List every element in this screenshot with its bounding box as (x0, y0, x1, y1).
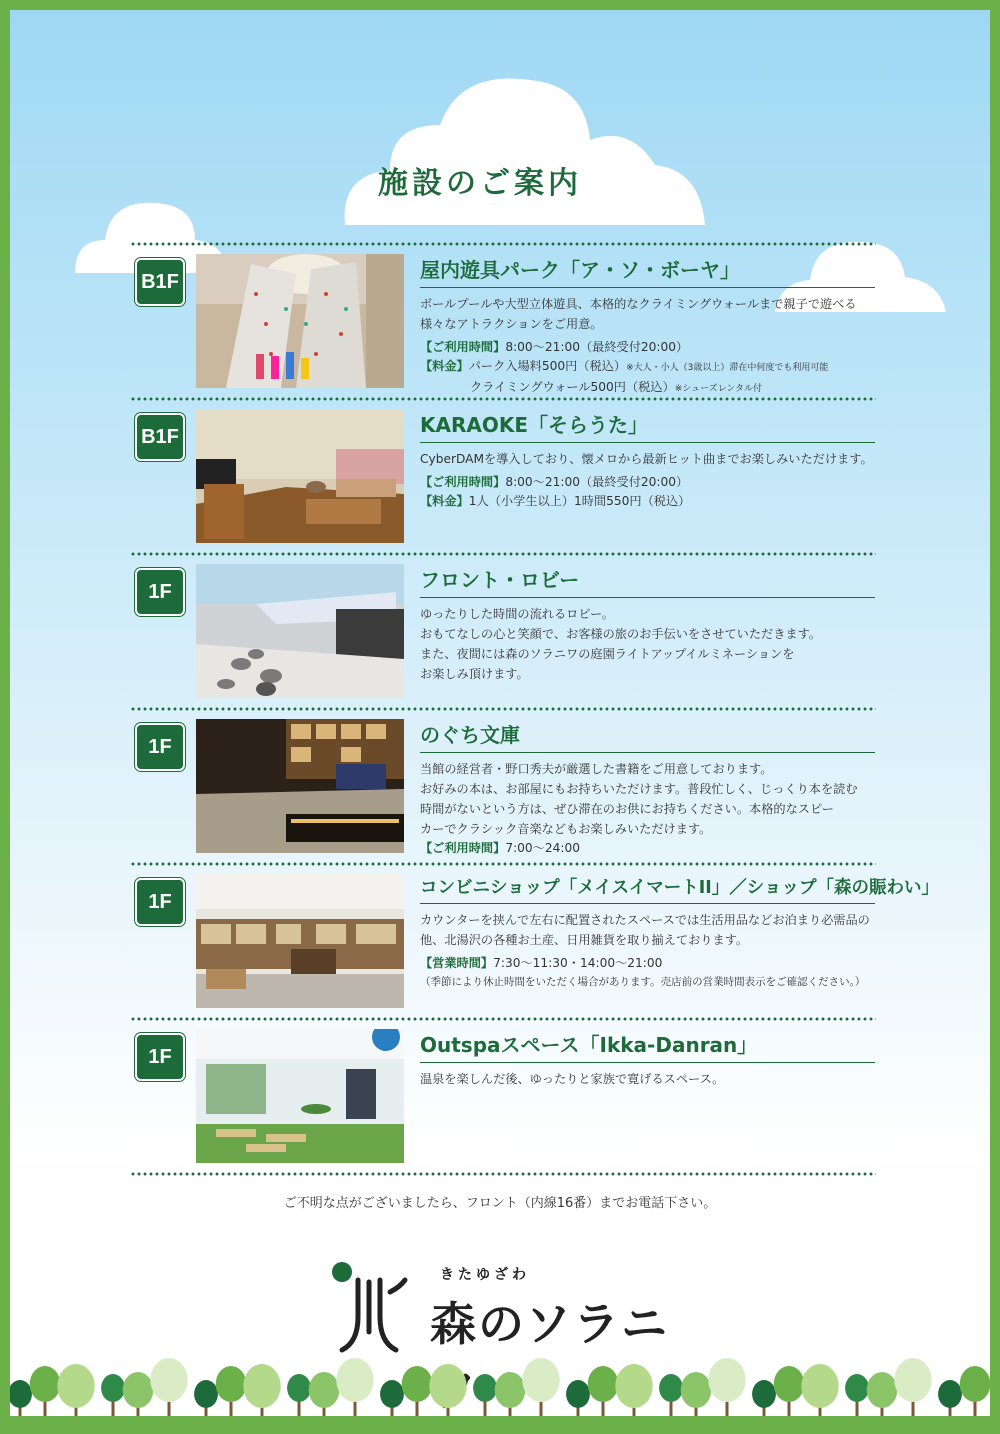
desc-line: お好みの本は、お部屋にもお持ちいただけます。普段忙しく、じっくり本を読む (420, 782, 858, 796)
tree-icon (150, 1358, 187, 1402)
tree-icon (216, 1366, 247, 1402)
hours-value: 7:00～24:00 (505, 841, 580, 855)
tree-icon (243, 1364, 280, 1408)
tree-icon (801, 1364, 838, 1408)
tree-icon (522, 1358, 559, 1402)
karaoke-room-photo (196, 409, 404, 543)
tree-icon (894, 1358, 931, 1402)
facility-section (130, 1021, 876, 1172)
hours-value: 8:00～21:00（最終受付20:00） (505, 340, 689, 354)
tree-icon (845, 1374, 869, 1402)
section-description (420, 604, 875, 684)
tree-icon (57, 1364, 94, 1408)
tree-icon (287, 1374, 311, 1402)
hours-value: 7:30～11:30・14:00～21:00 (493, 956, 663, 970)
page-title: 施設のご案内 (378, 166, 582, 201)
price-note: ※大人・小人（3歳以上）滞在中何度でも利用可能 (626, 363, 829, 373)
floor-badge: B1F (135, 413, 185, 461)
desc-line: 時間がないという方は、ぜひ滞在のお供にお持ちください。本格的なスピー (420, 802, 834, 816)
floor-badge: 1F (135, 878, 185, 926)
section-title: フロント・ロビー (420, 564, 875, 598)
desc-line: お楽しみ頂けます。 (420, 667, 529, 681)
tree-icon (123, 1372, 154, 1408)
hours-label: 【ご利用時間】 (420, 340, 506, 354)
facility-section (130, 401, 876, 552)
price-value: パーク入場料500円（税込） (468, 359, 627, 373)
divider (130, 1172, 876, 1176)
section-title: のぐち文庫 (420, 719, 875, 753)
facility-list (130, 242, 939, 1176)
tree-icon (867, 1372, 898, 1408)
facility-section (130, 711, 876, 862)
tree-icon (495, 1372, 526, 1408)
hours-note: （季節により休止時間をいただく場合があります。売店前の営業時間表示をご確認ください。） (420, 976, 866, 988)
logo-kana: きたゆざわ (440, 1267, 530, 1283)
price-label: 【料金】 (420, 494, 469, 508)
lounge-photo (196, 1029, 404, 1163)
price-label: 【料金】 (420, 359, 469, 373)
tree-icon (380, 1380, 404, 1408)
tree-icon (708, 1358, 745, 1402)
desc-line: カーでクラシック音楽などもお楽しみいただけます。 (420, 822, 712, 836)
hours-value: 8:00～21:00（最終受付20:00） (505, 475, 689, 489)
tree-icon (429, 1364, 466, 1408)
facility-section (130, 556, 876, 707)
floor-badge: 1F (135, 1033, 185, 1081)
section-title: コンビニショップ「メイスイマートII」／ショップ「森の賑わい」 (420, 874, 875, 904)
tree-icon (336, 1358, 373, 1402)
floor-badge: 1F (135, 568, 185, 616)
page-frame (10, 10, 990, 1424)
contact-note: ご不明な点がございましたら、フロント（内線16番）までお電話下さい。 (283, 1196, 717, 1211)
tree-icon (938, 1380, 962, 1408)
tree-icon (752, 1380, 776, 1408)
cloud-large (330, 70, 710, 230)
tree-icon (588, 1366, 619, 1402)
hours-label: 【ご利用時間】 (420, 475, 506, 489)
desc-line: おもてなしの心と笑顔で、お客様の旅のお手伝いをさせていただきます。 (420, 627, 821, 641)
facility-section (130, 246, 876, 397)
desc-line: また、夜間には森のソラニワの庭園ライトアップイルミネーションを (420, 647, 795, 661)
tree-icon (615, 1364, 652, 1408)
facility-section (130, 866, 939, 1017)
floor-badge: B1F (135, 258, 185, 306)
tree-icon (681, 1372, 712, 1408)
tree-icon (101, 1374, 125, 1402)
tree-icon (473, 1374, 497, 1402)
section-title: Outspaスペース「Ikka-Danran」 (420, 1029, 875, 1063)
hours-row (420, 473, 875, 492)
price-value-2: クライミングウォール500円（税込） (470, 380, 675, 394)
lobby-photo (196, 564, 404, 698)
section-description: カウンターを挟んで左右に配置されたスペースでは生活用品などお泊まり必需品の他、北湯沢の各種お土産、日用雑貨を取り揃えております。 (420, 913, 870, 947)
tree-icon (10, 1380, 32, 1408)
desc-line: 当館の経営者・野口秀夫が厳選した書籍をご用意しております。 (420, 762, 773, 776)
tree-icon (566, 1380, 590, 1408)
section-description: CyberDAMを導入しており、懐メロから最新ヒット曲までお楽しみいただけます。 (420, 452, 873, 466)
price-row (420, 357, 875, 378)
hours-label: 【ご利用時間】 (420, 841, 506, 855)
tree-icon (402, 1366, 433, 1402)
logo-name: 森のソラニ (430, 1297, 670, 1351)
tree-icon (774, 1366, 805, 1402)
section-description: 温泉を楽しんだ後、ゆったりと家族で寛げるスペース。 (420, 1072, 725, 1086)
shop-photo (196, 874, 404, 1008)
section-title: KARAOKE「そらうた」 (420, 409, 875, 443)
climbing-wall-photo (196, 254, 404, 388)
desc-line: ゆったりした時間の流れるロビー。 (420, 607, 614, 621)
tree-icon (659, 1374, 683, 1402)
forest-decoration (10, 1340, 990, 1424)
library-photo (196, 719, 404, 853)
tree-icon (309, 1372, 340, 1408)
hours-row (420, 839, 875, 858)
section-title: 屋内遊具パーク「ア・ソ・ボーヤ」 (420, 254, 875, 288)
tree-icon (194, 1380, 218, 1408)
tree-icon (960, 1366, 990, 1402)
section-description (420, 759, 875, 839)
hours-row (420, 954, 875, 973)
price-note-2: ※シューズレンタル付 (674, 384, 763, 394)
section-description: ボールプールや大型立体遊具、本格的なクライミングウォールまで親子で遊べる様々なアトラクションをご用意。 (420, 297, 857, 331)
price-row-2 (420, 378, 875, 399)
tree-icon (30, 1366, 61, 1402)
price-row (420, 492, 875, 511)
floor-badge: 1F (135, 723, 185, 771)
hours-label: 【営業時間】 (420, 956, 494, 970)
price-value: 1人（小学生以上）1時間550円（税込） (468, 494, 691, 508)
hours-row (420, 338, 875, 357)
